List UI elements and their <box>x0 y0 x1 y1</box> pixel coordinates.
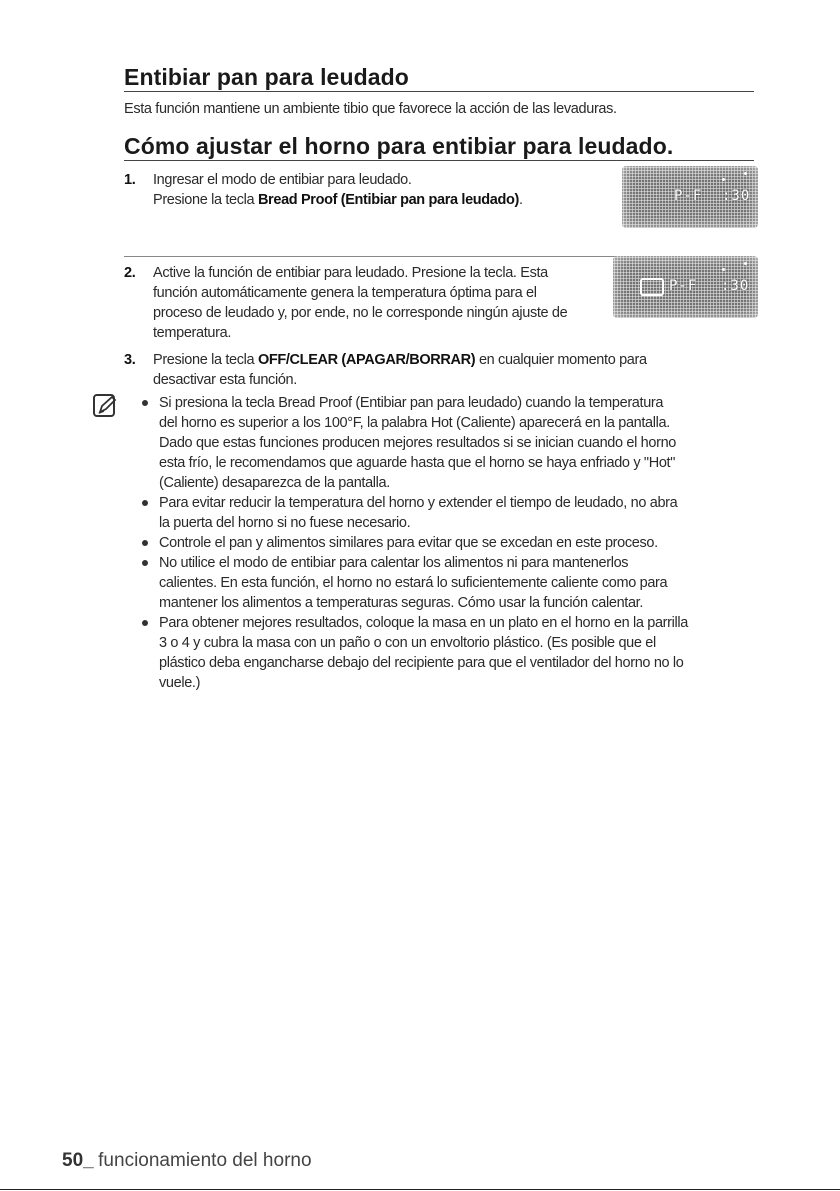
note-pencil-icon <box>92 393 118 419</box>
title-rule <box>124 91 754 92</box>
step-text: desactivar esta función. <box>153 372 297 388</box>
note-bullet <box>142 500 148 506</box>
note-text: Controle el pan y alimentos similares para evitar que se excedan en este proceso. <box>159 535 658 551</box>
proof-icon <box>640 278 664 296</box>
key-name-off-clear: OFF/CLEAR (APAGAR/BORRAR) <box>257 352 476 368</box>
oven-display-panel <box>613 256 758 318</box>
step-number: 3. <box>124 352 136 368</box>
note-text: Para obtener mejores resultados, coloque la masa en un plato en el horno en la parrilla <box>159 615 688 631</box>
indicator-dot <box>722 268 725 271</box>
indicator-dot <box>744 172 747 175</box>
step-text: función automáticamente genera la temperatura óptima para el <box>153 285 537 301</box>
section-title-proof: Entibiar pan para leudado <box>124 64 409 90</box>
note-text: vuele.) <box>159 675 201 691</box>
note-text: del horno es superior a los 100°F, la palabra Hot (Caliente) aparecerá en la pantalla. <box>159 415 670 431</box>
bottom-rule <box>0 1189 840 1190</box>
display-mode: P-F <box>674 188 703 204</box>
note-text: mantener los alimentos a temperaturas seguras. Cómo usar la función calentar. <box>159 595 644 611</box>
note-text: (Caliente) desaparezca de la pantalla. <box>159 475 390 491</box>
note-bullet <box>142 560 148 566</box>
display-mode: P-F <box>669 278 698 294</box>
page-footer <box>62 1150 312 1172</box>
indicator-dot <box>744 262 747 265</box>
note-text: plástico deba engancharse debajo del recipiente para que el ventilador del horno no lo <box>159 655 684 671</box>
step-text: Ingresar el modo de entibiar para leudado. <box>153 172 412 188</box>
page-number: 50_ <box>62 1150 94 1171</box>
note-text: Si presiona la tecla Bread Proof (Entibiar pan para leudado) cuando la temperatura <box>159 395 664 411</box>
note-text: Para evitar reducir la temperatura del horno y extender el tiempo de leudado, no abra <box>159 495 678 511</box>
key-name-bread-proof: Bread Proof (Entibiar pan para leudado) <box>257 192 520 208</box>
step-text: Active la función de entibiar para leudado. Presione la tecla. Esta <box>153 265 548 281</box>
note-text: No utilice el modo de entibiar para calentar los alimentos ni para mantenerlos <box>159 555 629 571</box>
note-text: 3 o 4 y cubra la masa con un paño o con un envoltorio plástico. (Es posible que el <box>159 635 656 651</box>
note-bullet <box>142 400 148 406</box>
note-bullet <box>142 540 148 546</box>
display-time: :30 <box>721 278 750 294</box>
step-text: proceso de leudado y, por ende, no le corresponde ningún ajuste de <box>153 305 568 321</box>
note-text: la puerta del horno si no fuese necesario. <box>159 515 411 531</box>
indicator-dot <box>722 178 725 181</box>
note-text: calientes. En esta función, el horno no estará lo suficientemente caliente como para <box>159 575 668 591</box>
step-text: temperatura. <box>153 325 232 341</box>
step-number: 2. <box>124 265 136 281</box>
title-rule <box>124 160 754 161</box>
oven-display-panel <box>622 166 758 228</box>
section-title-how-to: Cómo ajustar el horno para entibiar para leudado. <box>124 133 674 159</box>
section-intro: Esta función mantiene un ambiente tibio que favorece la acción de las levaduras. <box>124 101 617 117</box>
display-time: :30 <box>722 188 751 204</box>
footer-section: funcionamiento del horno <box>98 1150 312 1171</box>
note-text: Dado que estas funciones producen mejores resultados si se inician cuando el horno <box>159 435 676 451</box>
note-text: esta frío, le recomendamos que aguarde hasta que el horno se haya enfriado y "Hot" <box>159 455 676 471</box>
step-text: Presione la tecla OFF/CLEAR (APAGAR/BORRAR) en cualquier momento para <box>153 352 647 368</box>
step-text: Presione la tecla Bread Proof (Entibiar pan para leudado). <box>153 192 523 208</box>
note-bullet <box>142 620 148 626</box>
step-number: 1. <box>124 172 136 188</box>
